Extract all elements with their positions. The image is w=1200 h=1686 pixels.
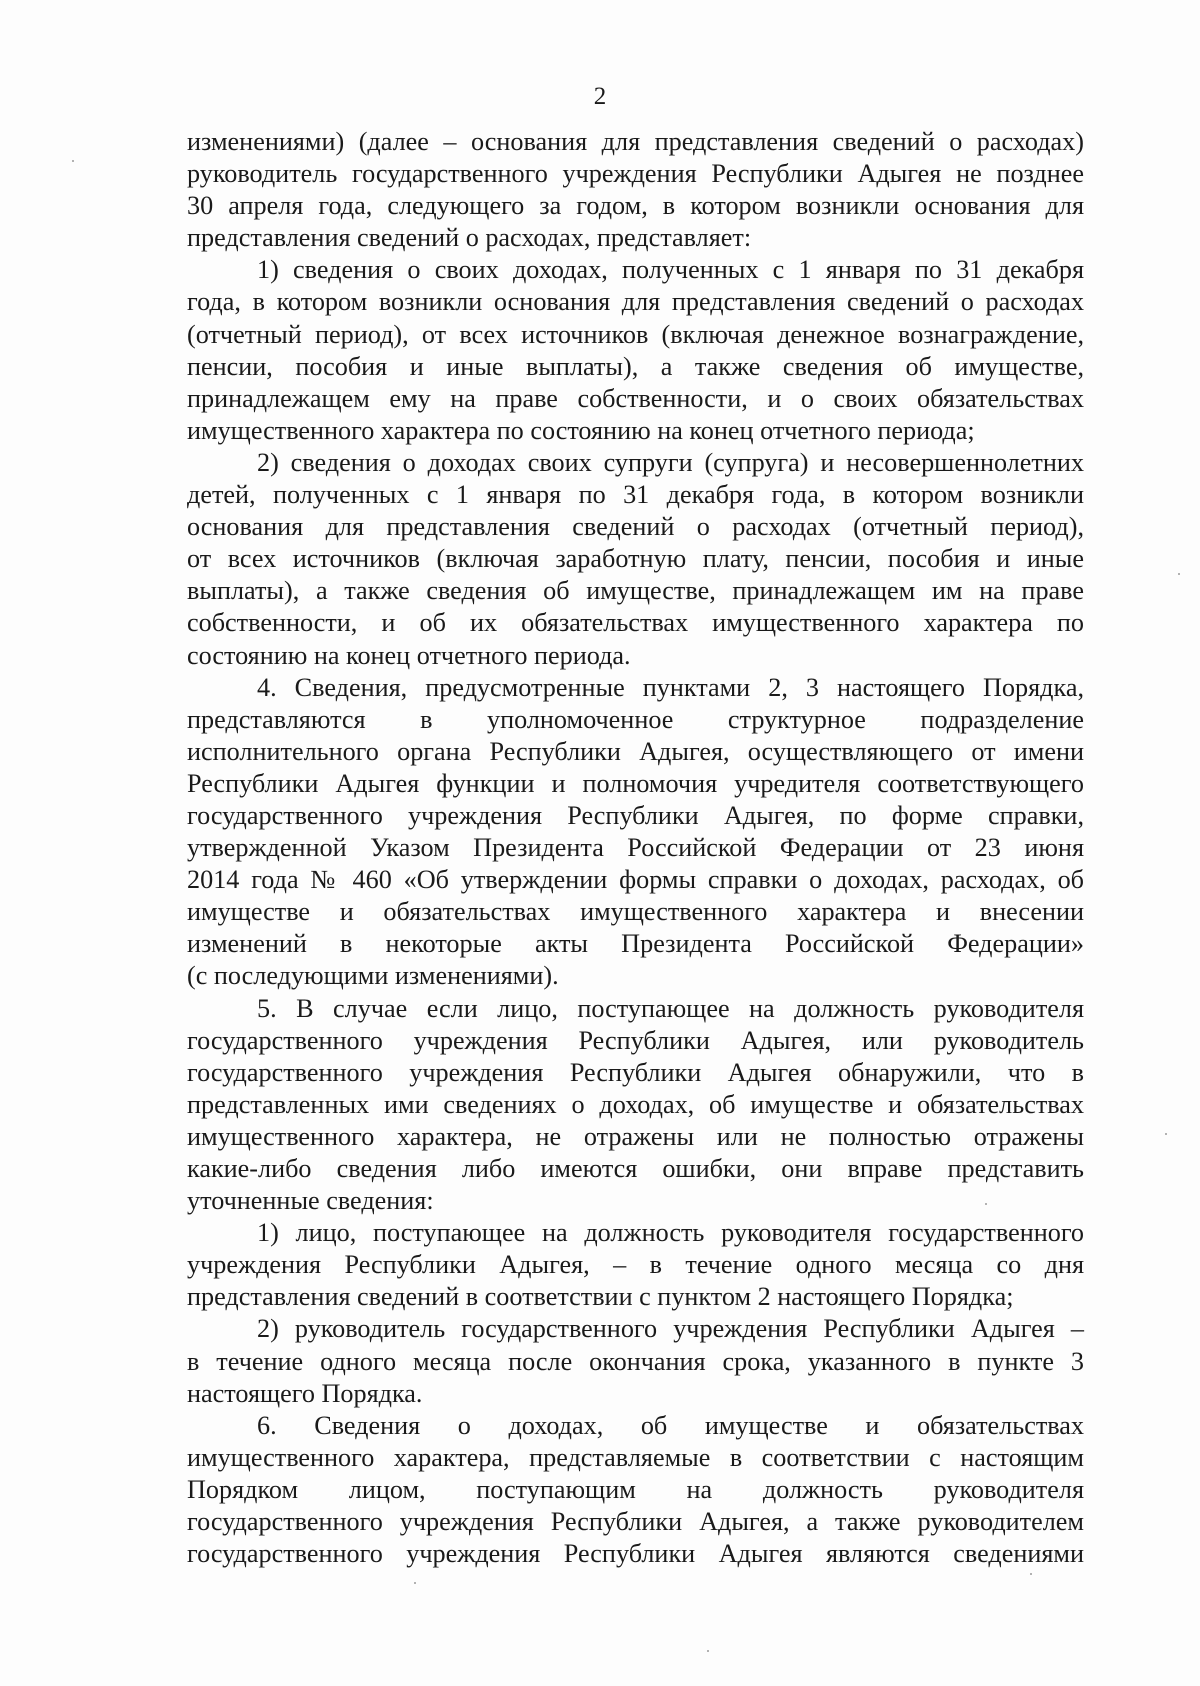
text-line: имущественного характера по состоянию на конец отчетного периода;: [187, 415, 975, 445]
text-line: 30 апреля года, следующего за годом, в котором возникли основания для: [187, 191, 1084, 221]
scan-speck: [1030, 1573, 1032, 1575]
text-line: 5. В случае если лицо, поступающее на должность руководителя: [257, 993, 1084, 1023]
text-line: 2) сведения о доходах своих супруги (супруга) и несовершеннолетних: [257, 447, 1084, 477]
text-line: утвержденной Указом Президента Российской Федерации от 23 июня: [187, 833, 1084, 863]
text-line: (с последующими изменениями).: [187, 961, 559, 991]
scan-speck: [707, 1650, 709, 1652]
text-line: представления сведений в соответствии с пунктом 2 настоящего Порядка;: [187, 1282, 1014, 1312]
scan-speck: [414, 1582, 416, 1584]
text-line: уточненные сведения:: [187, 1186, 434, 1216]
scan-speck: [1178, 573, 1180, 575]
text-line: 4. Сведения, предусмотренные пунктами 2, 3 настоящего Порядка,: [257, 672, 1084, 702]
document-body: [187, 126, 1084, 1570]
scan-speck: [72, 160, 74, 162]
text-line: собственности, и об их обязательствах имущественного характера по: [187, 608, 1084, 638]
text-line: исполнительного органа Республики Адыгея, осуществляющего от имени: [187, 736, 1084, 766]
text-line: государственного учреждения Республики Адыгея, по форме справки,: [187, 800, 1084, 830]
text-line: руководитель государственного учреждения Республики Адыгея не позднее: [187, 159, 1084, 189]
text-line: представленных ими сведениях о доходах, об имуществе и обязательствах: [187, 1089, 1084, 1119]
text-line: государственного учреждения Республики Адыгея являются сведениями: [187, 1539, 1084, 1569]
text-line: основания для представления сведений о расходах (отчетный период),: [187, 512, 1084, 542]
text-line: 1) лицо, поступающее на должность руководителя государственного: [257, 1218, 1084, 1248]
text-line: настоящего Порядка.: [187, 1378, 423, 1408]
page-number: 2: [593, 83, 607, 110]
text-line: от всех источников (включая заработную плату, пенсии, пособия и иные: [187, 544, 1084, 574]
text-line: 6. Сведения о доходах, об имуществе и обязательствах: [257, 1410, 1084, 1440]
text-line: Порядком лицом, поступающим на должность руководителя: [187, 1474, 1084, 1504]
text-line: учреждения Республики Адыгея, – в течение одного месяца со дня: [187, 1250, 1084, 1280]
text-line: представляются в уполномоченное структурное подразделение: [187, 704, 1084, 734]
text-line: 2) руководитель государственного учреждения Республики Адыгея –: [257, 1314, 1084, 1344]
text-line: состоянию на конец отчетного периода.: [187, 640, 631, 670]
text-line: изменений в некоторые акты Президента Российской Федерации»: [187, 929, 1084, 959]
text-line: государственного учреждения Республики Адыгея обнаружили, что в: [187, 1057, 1084, 1087]
scan-speck: [985, 1203, 987, 1205]
text-line: государственного учреждения Республики Адыгея, или руководитель: [187, 1025, 1084, 1055]
text-line: в течение одного месяца после окончания срока, указанного в пункте 3: [187, 1346, 1084, 1376]
text-line: представления сведений о расходах, представляет:: [187, 223, 752, 253]
text-line: государственного учреждения Республики Адыгея, а также руководителем: [187, 1507, 1084, 1537]
text-line: детей, полученных с 1 января по 31 декабря года, в котором возникли: [187, 480, 1084, 510]
text-line: какие-либо сведения либо имеются ошибки, они вправе представить: [187, 1154, 1084, 1183]
text-line: изменениями) (далее – основания для представления сведений о расходах): [187, 127, 1084, 156]
text-line: (отчетный период), от всех источников (включая денежное вознаграждение,: [187, 319, 1084, 349]
text-line: принадлежащем ему на праве собственности, и о своих обязательствах: [187, 383, 1084, 413]
text-line: пенсии, пособия и иные выплаты), а также сведения об имуществе,: [187, 351, 1084, 381]
text-line: имущественного характера, не отражены или не полностью отражены: [187, 1121, 1084, 1151]
text-line: 1) сведения о своих доходах, полученных с 1 января по 31 декабря: [257, 255, 1084, 285]
text-line: выплаты), а также сведения об имуществе, принадлежащем им на праве: [187, 576, 1084, 606]
text-line: имуществе и обязательствах имущественного характера и внесении: [187, 897, 1084, 927]
text-line: имущественного характера, представляемые в соответствии с настоящим: [187, 1442, 1084, 1472]
text-line: года, в котором возникли основания для представления сведений о расходах: [187, 287, 1084, 317]
text-line: Республики Адыгея функции и полномочия учредителя соответствующего: [187, 768, 1084, 798]
scan-speck: [1165, 1133, 1167, 1135]
text-line: 2014 года № 460 «Об утверждении формы справки о доходах, расходах, об: [187, 865, 1084, 895]
